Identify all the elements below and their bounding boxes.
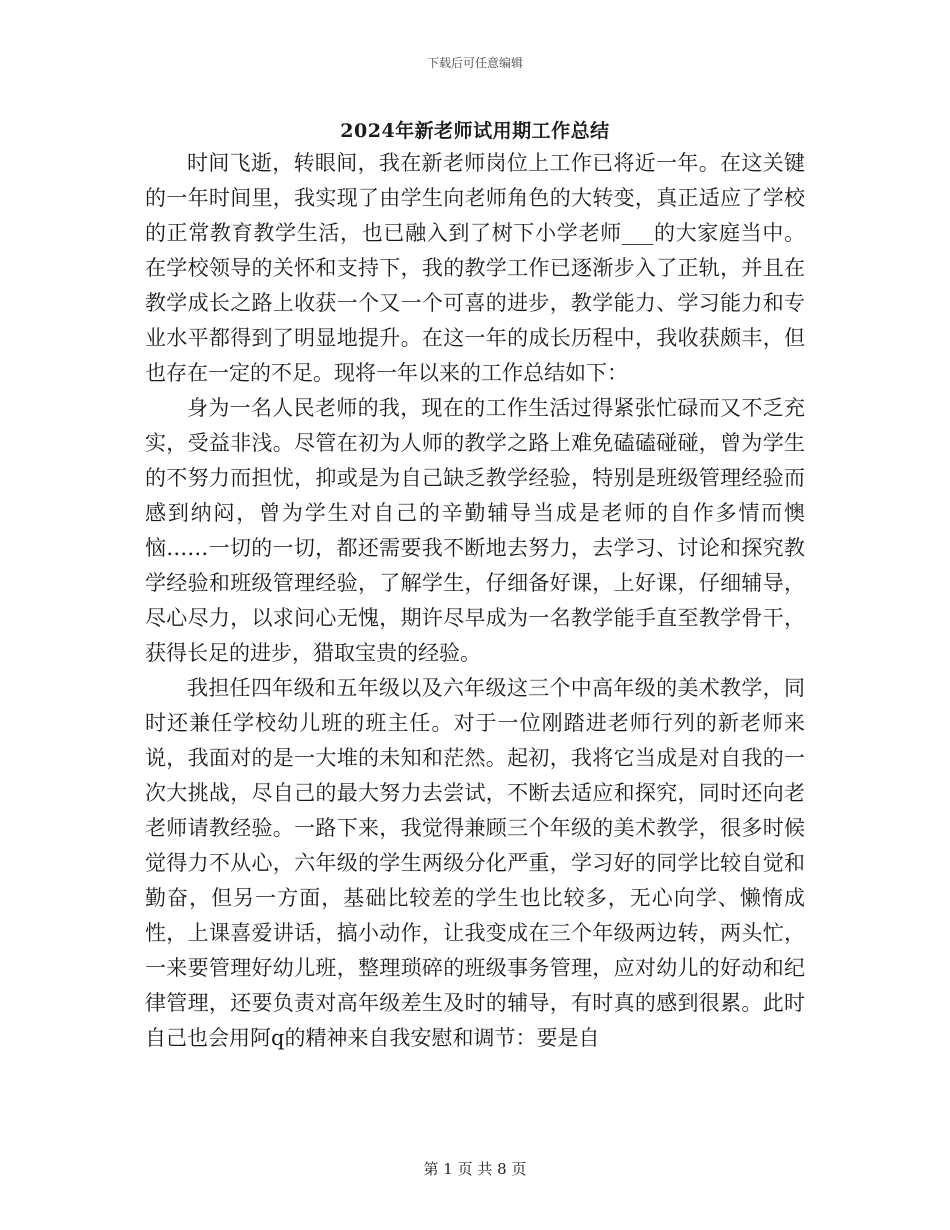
document-body <box>145 146 805 1056</box>
paragraph-1: 时间飞逝，转眼间，我在新老师岗位上工作已将近一年。在这关键的一年时间里，我实现了由学生向老师角色的大转变，真正适应了学校的正常教育教学生活，也已融入到了树下小学老师___的大家庭当中。在学校领导的关怀和支持下，我的教学工作已逐渐步入了正轨，并且在教学成长之路上收获一个又一个可喜的进步，教学能力、学习能力和专业水平都得到了明显地提升。在这一年的成长历程中，我收获颇丰，但也存在一定的不足。现将一年以来的工作总结如下： <box>145 151 805 385</box>
header-note: 下载后可任意编辑 <box>426 56 523 70</box>
document-title: 2024年新老师试用期工作总结 <box>340 120 610 142</box>
page-number: 第 1 页 共 8 页 <box>423 1160 527 1178</box>
paragraph-3: 我担任四年级和五年级以及六年级这三个中高年级的美术教学，同时还兼任学校幼儿班的班主任。对于一位刚踏进老师行列的新老师来说，我面对的是一大堆的未知和茫然。起初，我将它当成是对自我的一次大挑战，尽自己的最大努力去尝试，不断去适应和探究，同时还向老老师请教经验。一路下来，我觉得兼顾三个年级的美术教学，很多时候觉得力不从心，六年级的学生两级分化严重，学习好的同学比较自觉和勤奋，但另一方面，基础比较差的学生也比较多，无心向学、懒惰成性，上课喜爱讲话，搞小动作，让我变成在三个年级两边转，两头忙，一来要管理好幼儿班，整理琐碎的班级事务管理，应对幼儿的好动和纪律管理，还要负责对高年级差生及时的辅导，有时真的感到很累。此时自己也会用阿q的精神来自我安慰和调节：要是自 <box>145 676 805 1050</box>
paragraph-2: 身为一名人民老师的我，现在的工作生活过得紧张忙碌而又不乏充实，受益非浅。尽管在初为人师的教学之路上难免磕磕碰碰，曾为学生的不努力而担忧，抑或是为自己缺乏教学经验，特别是班级管理经验而感到纳闷，曾为学生对自己的辛勤辅导当成是老师的自作多情而懊恼……一切的一切，都还需要我不断地去努力，去学习、讨论和探究教学经验和班级管理经验，了解学生，仔细备好课，上好课，仔细辅导，尽心尽力，以求问心无愧，期许尽早成为一名教学能手直至教学骨干，获得长足的进步，猎取宝贵的经验。 <box>145 396 805 665</box>
